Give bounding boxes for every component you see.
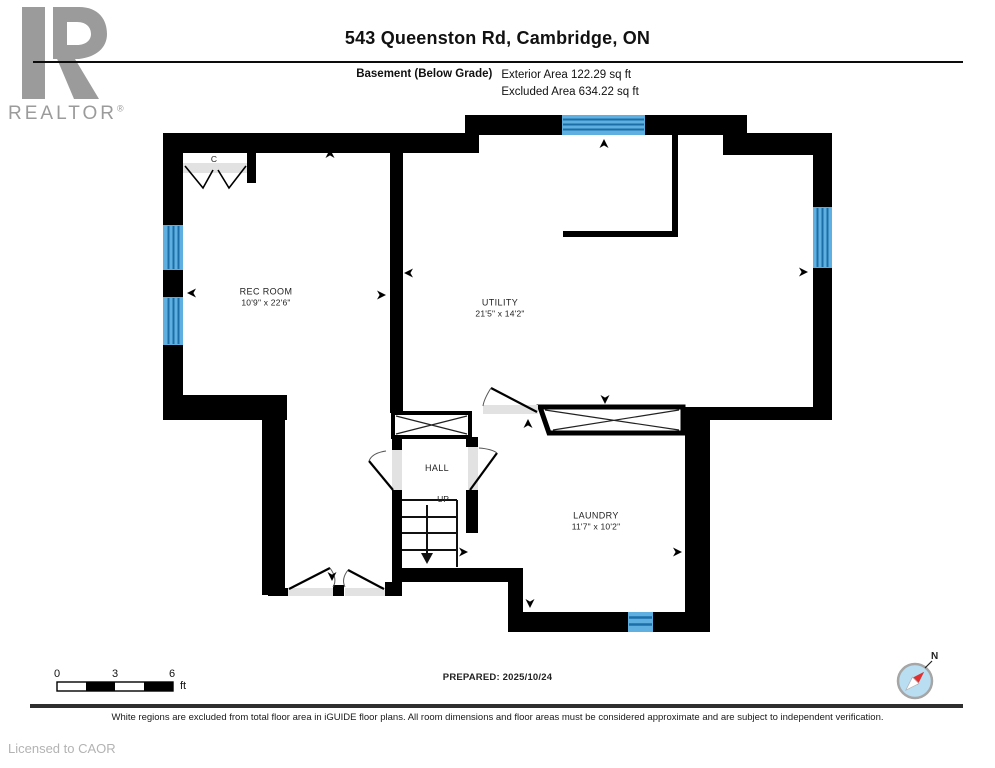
door-corridor-a <box>288 568 335 596</box>
window-left-1 <box>163 225 183 270</box>
door-hall-laundry <box>468 447 497 490</box>
window-left-2 <box>163 297 183 345</box>
closet-shelf <box>183 163 247 173</box>
window-top <box>562 115 645 135</box>
door-utility-hall <box>483 388 538 414</box>
door-corridor-b <box>344 570 385 596</box>
room-label-laundry: LAUNDRY 11'7" x 10'2" <box>571 510 621 532</box>
room-label-utility: UTILITY 21'5" x 14'2" <box>475 297 525 319</box>
page-title: 543 Queenston Rd, Cambridge, ON <box>344 28 651 48</box>
doors <box>183 163 538 596</box>
window-laundry <box>628 612 653 632</box>
floor-label: Basement (Below Grade) <box>356 68 493 80</box>
license-text: Licensed to CAOR <box>8 741 116 756</box>
realtor-wordmark: REALTOR® <box>8 103 124 124</box>
stairs-direction-arrow <box>421 553 433 564</box>
scale-unit: ft <box>180 680 187 692</box>
excluded-area: Excluded Area 634.22 sq ft <box>501 86 639 98</box>
area-summary <box>501 67 638 101</box>
scale-bar <box>57 682 173 691</box>
north-tick <box>925 661 932 668</box>
prepared-date: PREPARED: 2025/10/24 <box>442 672 553 683</box>
stairs <box>402 500 457 567</box>
exterior-area: Exterior Area 122.29 sq ft <box>501 69 632 81</box>
floor-subtitle <box>0 67 995 101</box>
walls <box>163 115 832 632</box>
stairs-up-label: UP <box>437 494 449 504</box>
title-divider <box>33 61 963 63</box>
compass-north-label: N <box>931 651 939 662</box>
room-label-rec-room: REC ROOM 10'9" x 22'6" <box>239 286 293 308</box>
hatched-box-utility <box>540 407 683 433</box>
window-right <box>813 207 832 268</box>
scale-tick-6: 6 <box>168 668 176 680</box>
scale-tick-0: 0 <box>53 668 61 680</box>
footer-divider <box>30 704 963 708</box>
room-label-hall: HALL <box>424 463 450 473</box>
disclaimer-text: White regions are excluded from total floor area in iGUIDE floor plans. All room dimensions and floor areas must be considered approximate and are subject to independent verification. <box>111 712 884 723</box>
closet-label: C <box>210 154 218 164</box>
door-hall-left <box>369 450 402 490</box>
hatched-box-hall <box>393 413 470 437</box>
scale-tick-3: 3 <box>111 668 119 680</box>
